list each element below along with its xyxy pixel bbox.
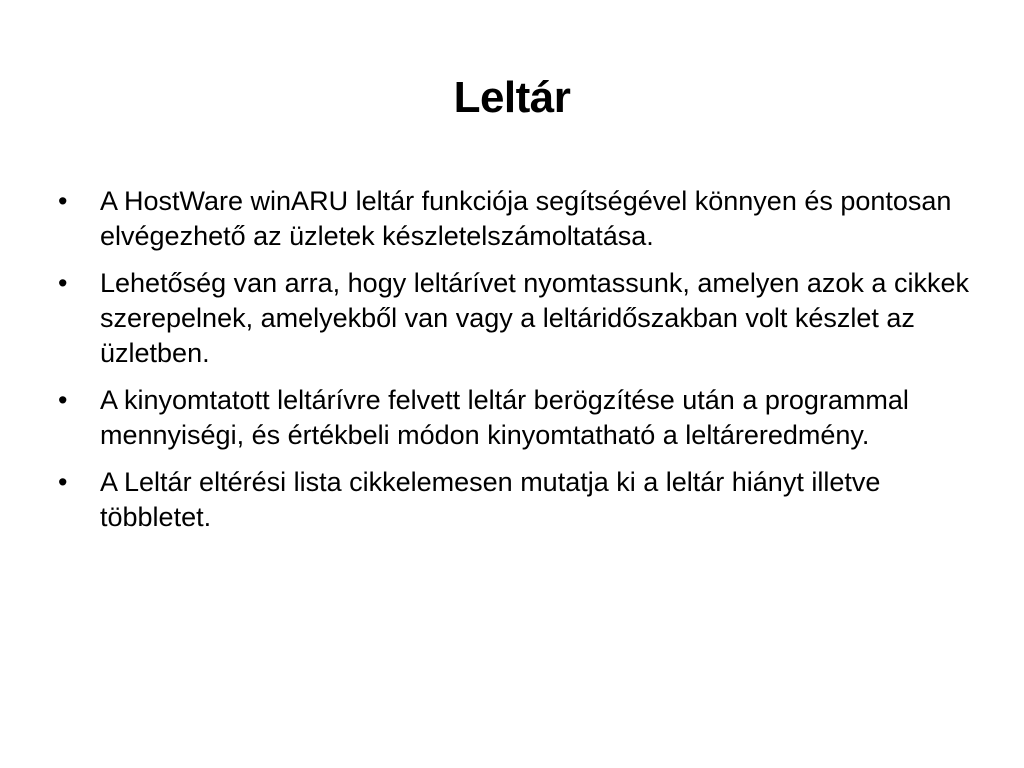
bullet-item: [58, 266, 978, 371]
slide-title: Leltár: [453, 73, 571, 122]
bullet-list: [58, 184, 978, 547]
bullet-item: [58, 465, 978, 535]
bullet-dot-icon: •: [58, 385, 68, 415]
bullet-dot-icon: •: [58, 467, 68, 497]
bullet-text: A kinyomtatott leltárívre felvett leltár berögzítése után a programmal mennyiségi, és értékbeli módon kinyomtatható a leltáreredmény.: [100, 385, 909, 450]
bullet-text: A HostWare winARU leltár funkciója segítségével könnyen és pontosan elvégezhető az üzletek készletelszámoltatása.: [100, 186, 952, 251]
bullet-item: [58, 184, 978, 254]
bullet-dot-icon: •: [58, 186, 68, 216]
bullet-item: [58, 383, 978, 453]
bullet-dot-icon: •: [58, 268, 68, 298]
bullet-text: A Leltár eltérési lista cikkelemesen mutatja ki a leltár hiányt illetve többletet.: [100, 467, 881, 532]
bullet-text: Lehetőség van arra, hogy leltárívet nyomtassunk, amelyen azok a cikkek szerepelnek, amelyekből van vagy a leltáridőszakban volt készlet az üzletben.: [100, 268, 969, 368]
